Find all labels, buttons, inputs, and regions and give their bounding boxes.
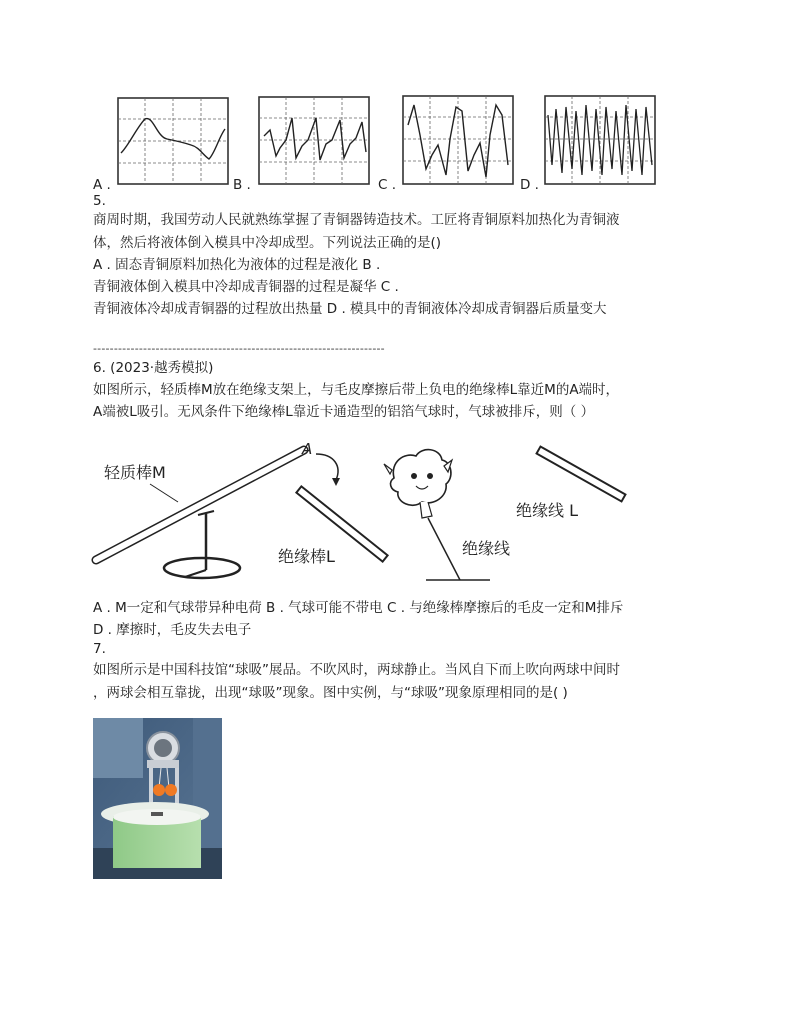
waveform-d-image [544,95,656,185]
q4-option-b-label: B . [233,177,251,193]
section-divider: ---------------------------------------------------------------------- [93,342,385,355]
q6-options-line-1: A . M一定和气球带异种电荷 B . 气球可能不带电 C . 与绝缘棒摩擦后的毛皮一定和M排斥 [93,600,624,616]
q7-stem-line-1: 如图所示是中国科技馆“球吸”展品。不吹风时，两球静止。当风自下而上吹向两球中间时 [93,662,620,678]
q6-stem-line-2: A端被L吸引。无风条件下绝缘棒L靠近卡通造型的铝箔气球时，气球被排斥，则（ ） [93,404,595,420]
arrow-head-icon [332,478,340,486]
q4-option-a-label: A . [93,177,111,193]
q5-number: 5. [93,193,106,209]
waveform-a-image [117,97,229,185]
q7-stem-line-2: ，两球会相互靠拢，出现“球吸”现象。图中实例，与“球吸”现象原理相同的是( ) [93,685,568,701]
waveform-b-image [258,96,370,185]
q4-option-d-label: D . [520,177,539,193]
cartoon-balloon-image [384,450,452,518]
thread-label: 绝缘线 [462,539,511,558]
rod-l-right-image [542,452,620,496]
thread-l-label: 绝缘线 L [516,501,579,520]
ball-suction-exhibit-photo [93,718,222,879]
q4-option-c-label: C . [378,177,397,193]
q5-options-line-2: 青铜液体倒入模具中冷却成青铜器的过程是凝华 C . [93,279,399,295]
rod-l-label: 绝缘棒L [278,547,335,566]
q7-number: 7. [93,641,106,657]
waveform-c-image [402,95,514,185]
insulated-thread-image [428,518,460,580]
end-a-label: A [302,440,313,458]
curved-arrow-icon [316,454,338,480]
q5-stem-line-2: 体，然后将液体倒入模具中冷却成型。下列说法正确的是() [93,235,442,251]
q5-stem-line-1: 商周时期，我国劳动人民就熟练掌握了青铜器铸造技术。工匠将青铜原料加热化为青铜液 [93,212,620,228]
rod-m-label: 轻质棒M [104,463,166,482]
q5-options-line-1: A . 固态青铜原料加热化为液体的过程是液化 B . [93,257,381,273]
q6-number: 6. (2023·越秀模拟) [93,360,214,376]
q6-stem-line-1: 如图所示，轻质棒M放在绝缘支架上，与毛皮摩擦后带上负电的绝缘棒L靠近M的A端时， [93,382,620,398]
q6-figure [90,440,650,590]
q5-options-line-3: 青铜液体冷却成青铜器的过程放出热量 D . 模具中的青铜液体冷却成青铜器后质量变大 [93,301,607,317]
q6-options-line-2: D . 摩擦时，毛皮失去电子 [93,622,252,638]
